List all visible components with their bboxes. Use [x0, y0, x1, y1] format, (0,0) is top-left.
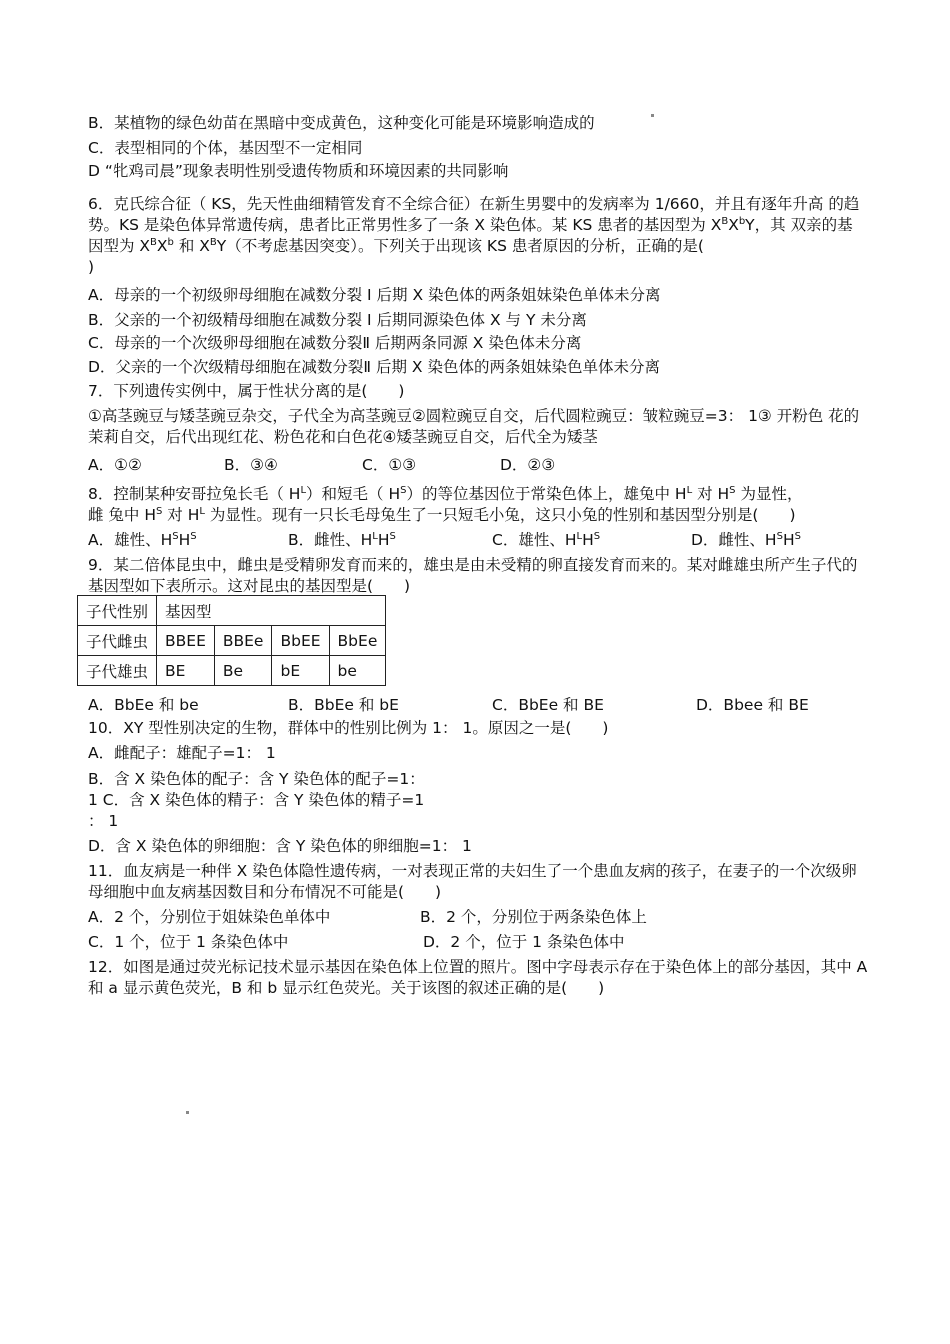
- q8-stem-line1: 8．控制某种安哥拉兔长毛（ $H^L$）和短毛（ $H^S$）的等位基因位于常染色体上，雄兔中 $H^L$ 对 $H^S$ 为显性，: [88, 484, 803, 503]
- q8-option-c: C．雄性、$H^LH^S$: [492, 530, 601, 549]
- table-row: [78, 596, 386, 626]
- q9-stem: 9．某二倍体昆虫中，雌虫是受精卵发育而来的，雄虫是由未受精的卵直接发育而来的。某对雌雄虫所产生子代的基因型如下表所示。这对昆虫的基因型是( ): [88, 556, 858, 595]
- q9-option-a: A．BbEe 和 be: [88, 696, 199, 714]
- q6-option-a: A．母亲的一个初级卵母细胞在减数分裂 I 后期 X 染色体的两条姐妹染色单体未分离: [88, 286, 661, 304]
- q5-option-b: B．某植物的绿色幼苗在黑暗中变成黄色，这种变化可能是环境影响造成的: [88, 114, 595, 132]
- q7-option-c: C．①③: [362, 456, 417, 474]
- q9-option-c: C．BbEe 和 BE: [492, 696, 604, 714]
- table-cell: BBEe: [214, 626, 272, 656]
- q10-stem: 10．XY 型性别决定的生物，群体中的性别比例为 1： 1。原因之一是( ): [88, 719, 609, 737]
- table-cell: BbEe: [329, 626, 386, 656]
- q11-stem: 11．血友病是一种伴 X 染色体隐性遗传病，一对表现正常的夫妇生了一个患血友病的孩子，在妻子的一个次级卵母细胞中血友病基因数目和分布情况不可能是( ): [88, 862, 857, 901]
- q5-option-c: C．表型相同的个体，基因型不一定相同: [88, 139, 363, 157]
- q11-option-d: D．2 个，位于 1 条染色体中: [423, 933, 625, 951]
- q6-option-c: C．母亲的一个次级卵母细胞在减数分裂Ⅱ 后期两条同源 X 染色体未分离: [88, 334, 582, 352]
- q6-option-d: D．父亲的一个次级精母细胞在减数分裂Ⅱ 后期 X 染色体的两条姐妹染色单体未分离: [88, 358, 660, 376]
- q8-option-b: B．雌性、$H^LH^S$: [288, 530, 396, 549]
- q8-option-d: D．雌性、$H^SH^S$: [691, 530, 801, 549]
- q8-stem-line2: 雌 兔中 $H^S$ 对 $H^L$ 为显性。现有一只长毛母兔生了一只短毛小兔，这只小兔的性别和基因型分别是( ): [88, 505, 796, 524]
- q6-option-b: B．父亲的一个初级精母细胞在减数分裂 I 后期同源染色体 X 与 Y 未分离: [88, 311, 587, 329]
- q6-stem: 6．克氏综合征（ KS，先天性曲细精管发育不全综合征）在新生男婴中的发病率为 1/660，并且有逐年升高 的趋势。KS 是染色体异常遗传病，患者比正常男性多了一条 X 染色体。某 KS 患者的基因型为 $X^BX^bY$，其 双亲的基因型为 $X^BX^b$ 和 $X^BY$（不考虑基因突变）。下列关于出现该 KS 患者原因的分析，正确的是( ): [88, 195, 860, 276]
- q10-option-d: D．含 X 染色体的卵细胞：含 Y 染色体的卵细胞=1： 1: [88, 837, 472, 855]
- q8-option-a: A．雄性、$H^SH^S$: [88, 530, 197, 549]
- table-cell: be: [329, 656, 386, 686]
- table-cell: BBEE: [157, 626, 215, 656]
- q5-option-d: D “牝鸡司晨”现象表明性别受遗传物质和环境因素的共同影响: [88, 162, 509, 180]
- genotype-table: [77, 595, 386, 686]
- table-row: [78, 656, 386, 686]
- table-row-label: 子代雄虫: [78, 656, 157, 686]
- table-header-cell: 子代性别: [78, 596, 157, 626]
- q9-option-b: B．BbEe 和 bE: [288, 696, 399, 714]
- table-header-cell: 基因型: [157, 596, 386, 626]
- q7-stem: 7．下列遗传实例中，属于性状分离的是( ): [88, 382, 405, 400]
- table-cell: BE: [157, 656, 215, 686]
- q10-option-a: A．雌配子：雄配子=1： 1: [88, 744, 276, 762]
- table-cell: bE: [272, 656, 329, 686]
- q10-option-c: 1 C．含 X 染色体的精子：含 Y 染色体的精子=1: [88, 791, 425, 809]
- stray-dot: [186, 1111, 189, 1114]
- q10-option-b: B．含 X 染色体的配子：含 Y 染色体的配子=1：: [88, 770, 425, 788]
- q7-option-b: B．③④: [224, 456, 278, 474]
- q12-stem: 12．如图是通过荧光标记技术显示基因在染色体上位置的照片。图中字母表示存在于染色体上的部分基因，其中 A 和 a 显示黄色荧光，B 和 b 显示红色荧光。关于该图的叙述正确的是( ): [88, 958, 868, 997]
- table-row-label: 子代雌虫: [78, 626, 157, 656]
- q10-option-c-end: ： 1: [88, 812, 119, 830]
- q7-option-d: D．②③: [500, 456, 556, 474]
- q11-option-b: B．2 个，分别位于两条染色体上: [420, 908, 647, 926]
- table-row: [78, 626, 386, 656]
- q7-option-a: A．①②: [88, 456, 142, 474]
- table-cell: Be: [214, 656, 272, 686]
- q9-option-d: D．Bbee 和 BE: [696, 696, 809, 714]
- stray-dot: [651, 114, 654, 117]
- table-cell: BbEE: [272, 626, 329, 656]
- q11-option-a: A．2 个，分别位于姐妹染色单体中: [88, 908, 331, 926]
- q7-body: ①高茎豌豆与矮茎豌豆杂交，子代全为高茎豌豆②圆粒豌豆自交，后代圆粒豌豆：皱粒豌豆=3： 1③ 开粉色 花的茉莉自交，后代出现红花、粉色花和白色花④矮茎豌豆自交，后代全为矮茎: [88, 407, 860, 446]
- q11-option-c: C．1 个，位于 1 条染色体中: [88, 933, 289, 951]
